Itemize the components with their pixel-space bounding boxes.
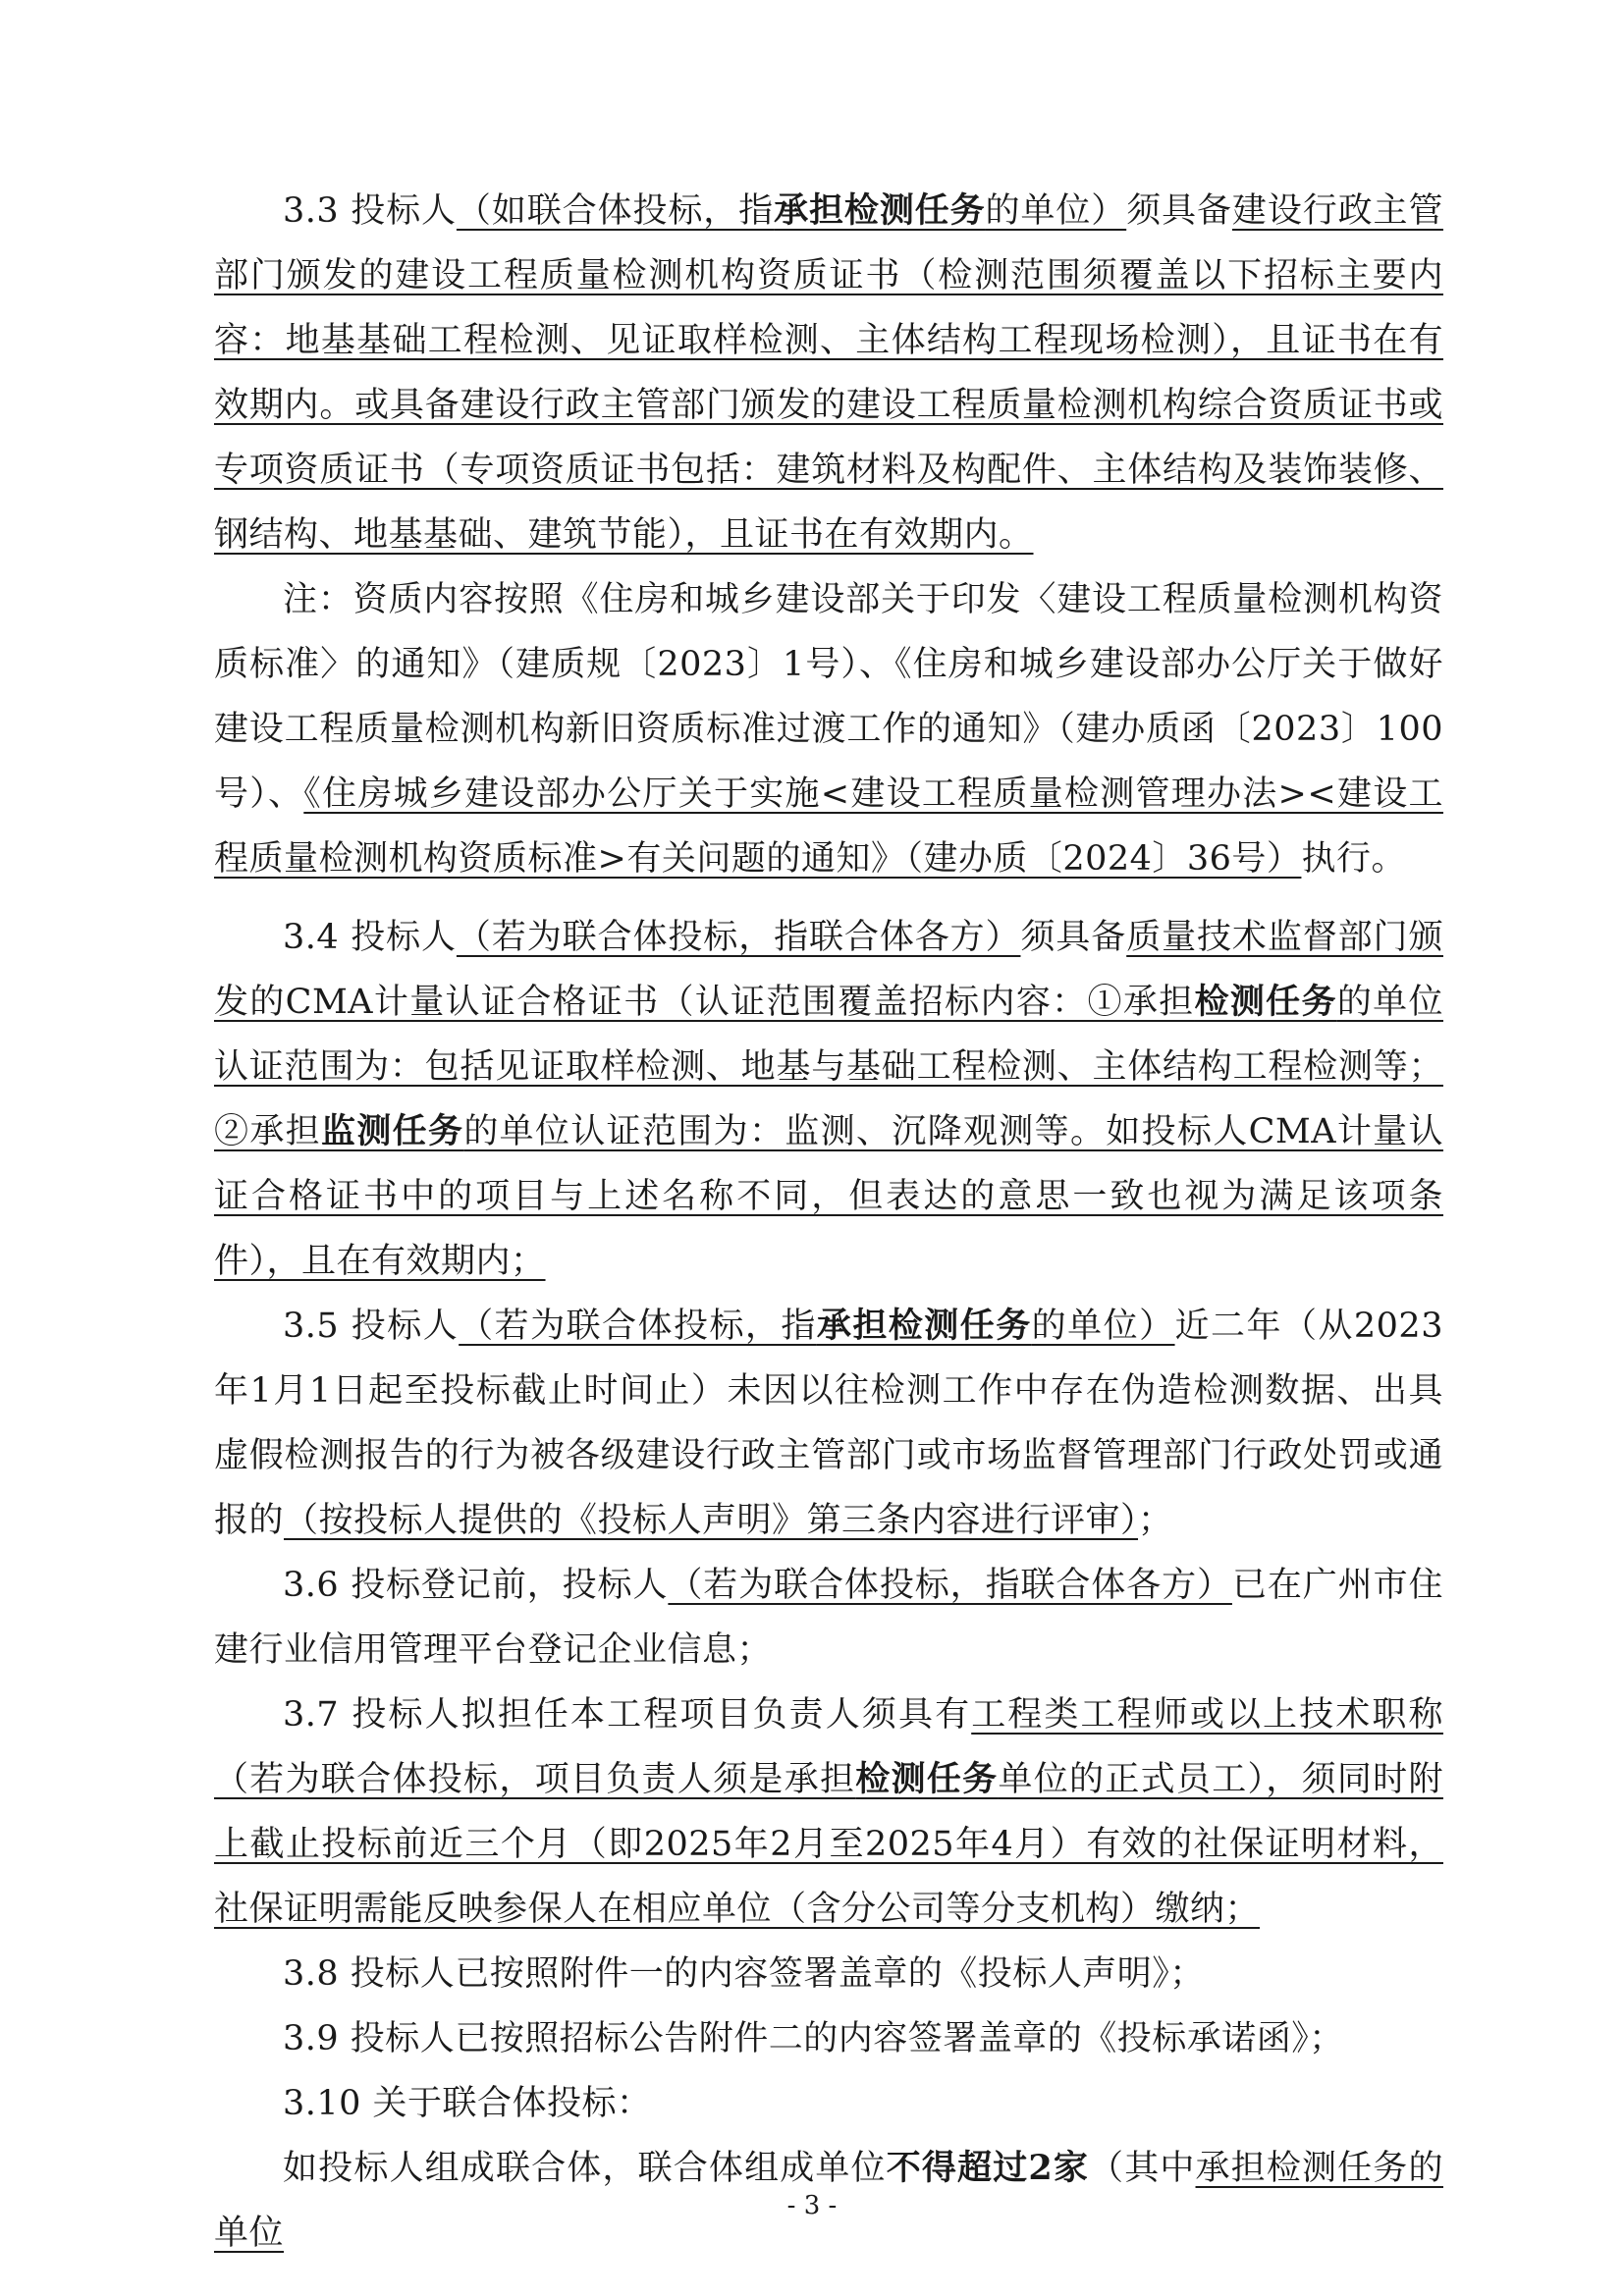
underlined-text: 单位的正式员工），须同时附上截止投标前近三个月（即2025年2月至2025年4月）有效的社保证明材料，社保证明需能反映参保人在相应单位（含分公司等分支机构）缴纳； xyxy=(214,1760,1443,1929)
clause-number: 3.5 投标人 xyxy=(283,1307,460,1346)
plain-text: 3.6 投标登记前，投标人 xyxy=(283,1566,669,1605)
plain-text: 须具备 xyxy=(1126,191,1232,231)
plain-text: 近二年（从2023年1月1日起至投标截止时间止）未因以往检测工作中存在伪造检测数据、出具虚假检测报告的行为被各级建设行政主管部门或市场监督管理部门行政处罚或通报的 xyxy=(214,1307,1443,1540)
clause-3-7 xyxy=(214,1682,1443,1942)
plain-text: 执行。 xyxy=(1301,839,1406,879)
underlined-text: （按投标人提供的《投标人声明》第三条内容进行评审） xyxy=(284,1501,1139,1540)
clause-3-6 xyxy=(214,1553,1443,1682)
paragraph-gap xyxy=(214,891,1443,905)
plain-text: ； xyxy=(1138,1501,1173,1540)
underlined-text: 的单位认证范围为：包括见证取样检测、地基与基础工程检测、主体结构工程检测等；②承担 xyxy=(214,983,1443,1151)
clause-3-10 xyxy=(214,2071,1443,2136)
underlined-text: 建设行政主管部门颁发的建设工程质量检测机构资质证书（检测范围须覆盖以下招标主要内容：地基基础工程检测、见证取样检测、主体结构工程现场检测），且证书在有效期内。或具备建设行政主管部门颁发的建设工程质量检测机构综合资质证书或专项资质证书（专项资质证书包括：建筑材料及构配件、主体结构及装饰装修、钢结构、地基基础、建筑节能），且证书在有效期内。 xyxy=(214,191,1443,555)
underlined-text: 承担检测任务的单位 xyxy=(214,2149,1443,2253)
page-number: - 3 - xyxy=(786,2191,838,2220)
clause-number: 3.3 投标人 xyxy=(283,191,457,231)
plain-text: 3.9 投标人已按照招标公告附件二的内容签署盖章的《投标承诺函》； xyxy=(283,2019,1344,2058)
underlined-text: （若为联合体投标，指 xyxy=(459,1307,817,1346)
underlined-text: 质量技术监督部门颁发的CMA计量认证合格证书（认证范围覆盖招标内容：①承担 xyxy=(214,918,1443,1022)
plain-text: 3.10 关于联合体投标： xyxy=(283,2084,652,2123)
underlined-text: （如联合体投标，指 xyxy=(456,191,775,231)
clause-3-3 xyxy=(214,179,1443,567)
bold-underlined-text: 检测任务 xyxy=(855,1759,999,1799)
bold-underlined-text: 承担检测任务 xyxy=(774,190,986,231)
plain-text: 3.8 投标人已按照附件一的内容签署盖章的《投标人声明》； xyxy=(283,1954,1205,1994)
plain-text: （其中 xyxy=(1089,2149,1196,2188)
clause-3-8 xyxy=(214,1942,1443,2006)
plain-text: 已在广州市住建行业信用管理平台登记企业信息； xyxy=(214,1566,1443,1670)
clause-number: 3.4 投标人 xyxy=(283,918,457,957)
plain-text: 注：资质内容按照《住房和城乡建设部关于印发〈建设工程质量检测机构资质标准〉的通知》（建质规〔2023〕1号）、《住房和城乡建设部办公厅关于做好建设工程质量检测机构新旧资质标准过渡工作的通知》（建办质函〔2023〕100号）、 xyxy=(214,580,1443,814)
clause-3-9 xyxy=(214,2006,1443,2071)
underlined-text: 的单位认证范围为：监测、沉降观测等。如投标人CMA计量认证合格证书中的项目与上述名称不同，但表达的意思一致也视为满足该项条件），且在有效期内； xyxy=(214,1112,1443,1281)
bold-text: 不得超过2家 xyxy=(886,2148,1090,2188)
plain-text: 如投标人组成联合体，联合体组成单位 xyxy=(283,2149,887,2188)
clause-3-4 xyxy=(214,905,1443,1294)
plain-text: 3.7 投标人拟担任本工程项目负责人须具有 xyxy=(283,1695,972,1735)
underlined-text: 的单位） xyxy=(985,191,1127,231)
qualification-note xyxy=(214,567,1443,891)
underlined-text: 《住房城乡建设部办公厅关于实施<建设工程质量检测管理办法><建设工程质量检测机构资质标准>有关问题的通知》（建办质〔2024〕36号） xyxy=(214,774,1443,879)
underlined-text: （若为联合体投标，指联合体各方） xyxy=(668,1566,1232,1605)
bold-underlined-text: 监测任务 xyxy=(321,1111,464,1151)
underlined-text: 工程类工程师或以上技术职称（若为联合体投标，项目负责人须是承担 xyxy=(214,1695,1443,1799)
bold-underlined-text: 检测任务 xyxy=(1194,982,1337,1022)
bold-underlined-text: 承担检测任务 xyxy=(816,1306,1032,1346)
plain-text: 须具备 xyxy=(1020,918,1127,957)
underlined-text: 的单位） xyxy=(1031,1307,1175,1346)
document-body xyxy=(214,179,1443,2266)
clause-3-5 xyxy=(214,1294,1443,1553)
underlined-text: （若为联合体投标，指联合体各方） xyxy=(456,918,1021,957)
